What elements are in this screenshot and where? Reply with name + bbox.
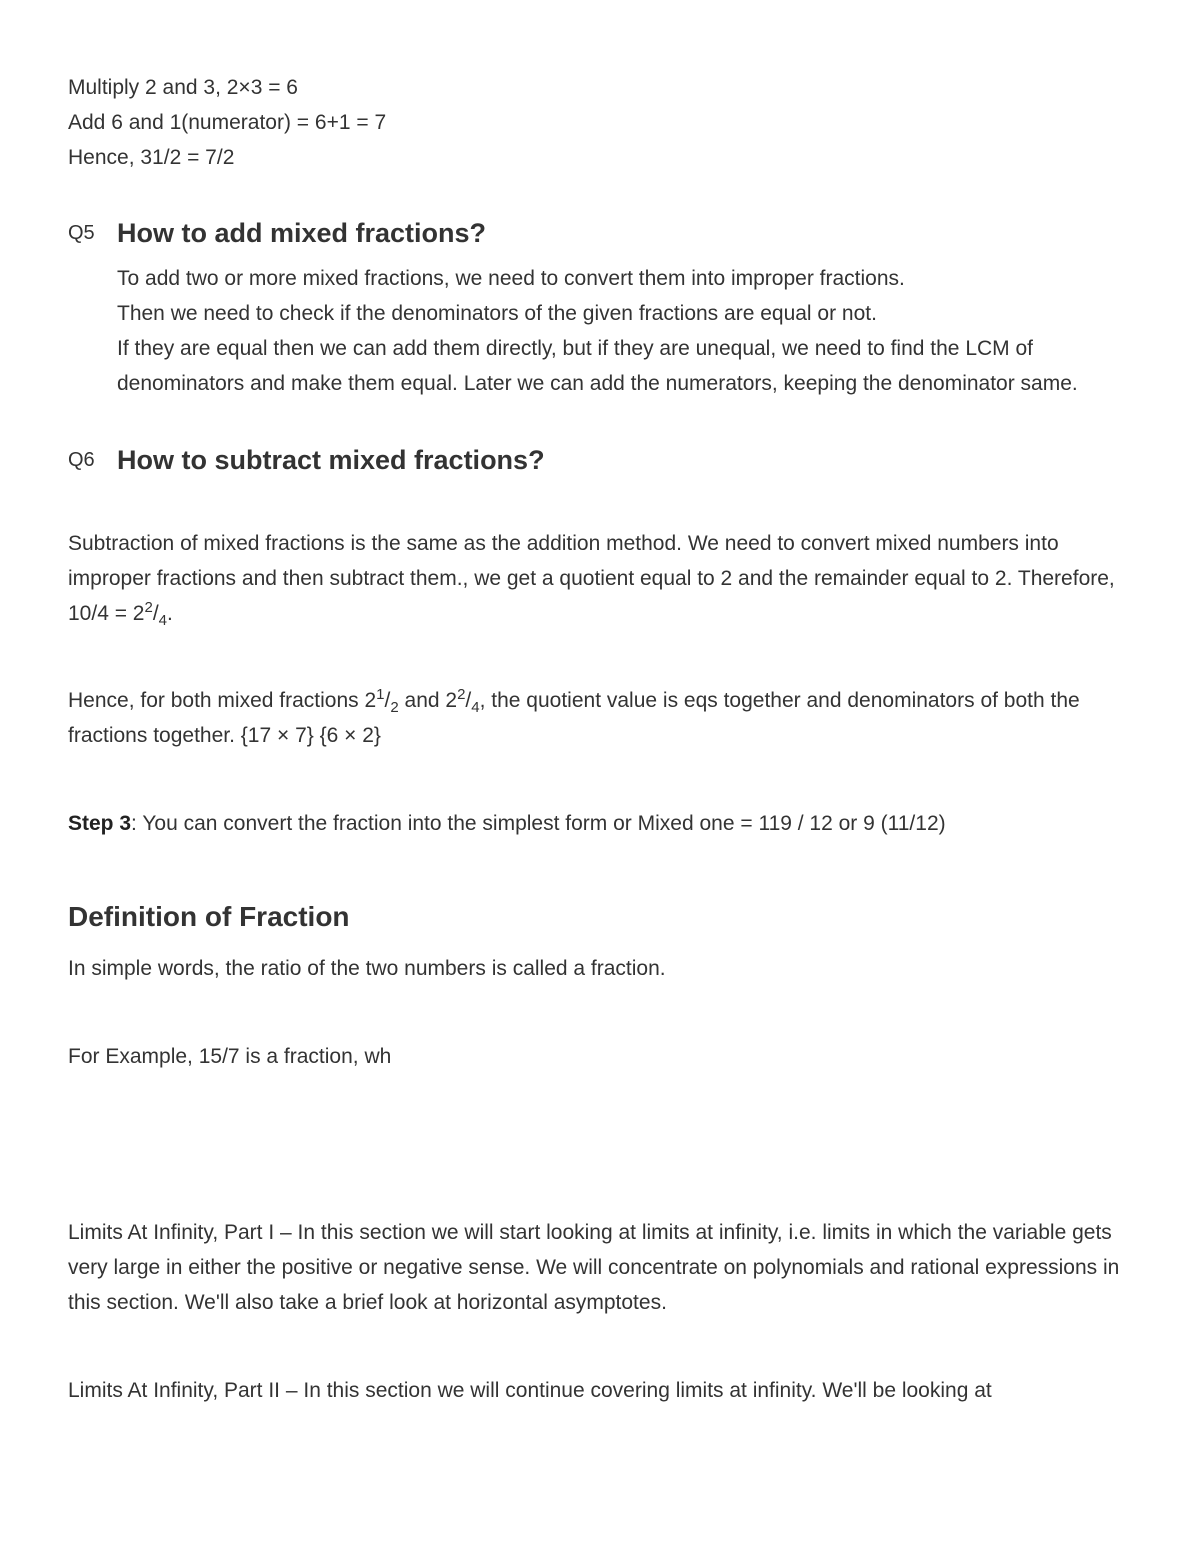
q6-heading: How to subtract mixed fractions?: [117, 445, 545, 475]
q6-label: Q6: [68, 449, 95, 471]
step3-label: Step 3: [68, 812, 132, 835]
intro-line-3: Hence, 31/2 = 7/2: [68, 146, 235, 169]
example-text: For Example, 15/7 is a fraction, wh: [68, 1045, 392, 1068]
definition-text: In simple words, the ratio of the two numbers is called a fraction.: [68, 957, 666, 980]
faq-q5: [68, 215, 1143, 401]
q5-heading: How to add mixed fractions?: [117, 218, 487, 248]
intro-line-1: Multiply 2 and 3, 2×3 = 6: [68, 76, 298, 99]
q5-line-3: If they are equal then we can add them directly, but if they are unequal, we need to find the LCM of denominators and make them equal. Later we can add the numerators, keeping the denominator same.: [117, 337, 1078, 395]
q5-line-2: Then we need to check if the denominators of the given fractions are equal or not.: [117, 302, 877, 325]
limits-part-1: Limits At Infinity, Part I – In this section we will start looking at limits at infinity, i.e. limits in which the variable gets very large in either the positive or negative sense. We will concentrate on polynomials and rational expressions in this section. We'll also take a brief look at horizontal asymptotes.: [68, 1221, 1120, 1314]
q5-answer: [117, 261, 1143, 401]
document-page: [68, 70, 1143, 1408]
step3-paragraph: Step 3: You can convert the fraction into the simplest form or Mixed one = 119 / 12 or 9 (11/12): [68, 812, 946, 835]
hence-paragraph: Hence, for both mixed fractions $2^1/_2$ and $2^2/_4$, the quotient value is eqs together and denominators of both the fractions together. {17 × 7} {6 × 2}: [68, 686, 1080, 747]
faq-q6: [68, 442, 1143, 478]
intro-line-2: Add 6 and 1(numerator) = 6+1 = 7: [68, 111, 387, 134]
q5-line-1: To add two or more mixed fractions, we need to convert them into improper fractions.: [117, 267, 905, 290]
subtraction-paragraph: Subtraction of mixed fractions is the same as the addition method. We need to convert mixed numbers into improper fractions and then subtract them., we get a quotient equal to 2 and the remainder equal to 2. Therefore, $10/4 = 2^2/_4$.: [68, 532, 1115, 630]
limits-part-2: Limits At Infinity, Part II – In this section we will continue covering limits at infinity. We'll be looking at: [68, 1379, 992, 1402]
q5-label: Q5: [68, 222, 95, 244]
definition-heading: Definition of Fraction: [68, 901, 350, 932]
